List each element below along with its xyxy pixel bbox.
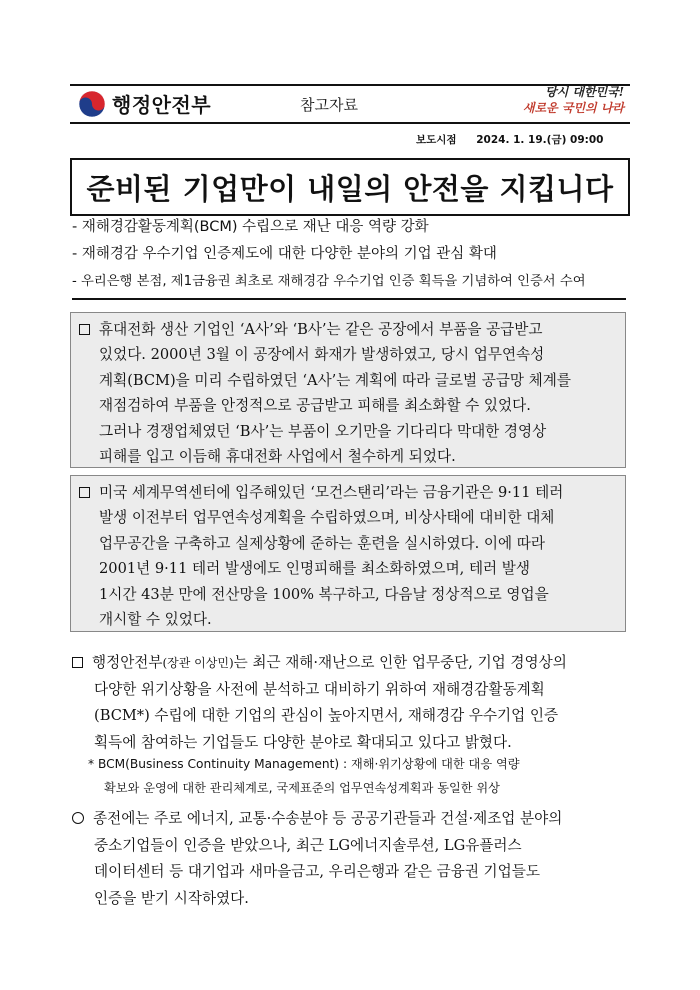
page-title: 준비된 기업만이 내일의 안전을 지킵니다 — [86, 171, 614, 206]
square-bullet-icon — [72, 657, 83, 668]
case-a-text: 휴대전화 생산 기업인 ‘A사’와 ‘B사’는 같은 공장에서 부품을 공급받고 있었다. 2000년 3월 이 공장에서 화재가 발생하였고, 당시 업무연속성 계획(BCM)을 미리 수립하였던 ‘A사’는 계획에 따라 글로벌 공급망 체계를 재점검하여 부품을 안정적으로 공급받고 피해를 최소화할 수 있었다. 그러나 경쟁업체였던 ‘B사’는 부품이 오기만을 기다리다 막대한 경영상 피해를 입고 이듬해 휴대전화 사업에서 철수하게 되었다. — [79, 317, 615, 469]
release-date: 2024. 1. 19.(금) 09:00 — [476, 134, 604, 146]
body-paragraph-2: 종전에는 주로 에너지, 교통·수송분야 등 공공기관들과 건설·제조업 분야의 중소기업들이 인증을 받았으나, 최근 LG에너지솔루션, LG유플러스 데이터센터 등 대기업과 새마을금고, 우리은행과 같은 금융권 기업들도 인증을 받기 시작하였다. — [72, 806, 628, 912]
square-bullet-icon — [79, 487, 90, 498]
footnote — [88, 752, 636, 800]
footnote-line2: 확보와 운영에 대한 관리체계로, 국제표준의 업무연속성계획과 동일한 위상 — [104, 781, 500, 795]
release-label: 보도시점 — [416, 134, 457, 146]
case-b-text: 미국 세계무역센터에 입주해있던 ‘모건스탠리’라는 금융기관은 9·11 테러 발생 이전부터 업무연속성계획을 수립하였으며, 비상사태에 대비한 대체 업무공간을 구축하고 실제상황에 준하는 훈련을 실시하였다. 이에 따라 2001년 9·11 테러 발생에도 인명피해를 최소화하였으며, 테러 발생 1시간 43분 만에 전산망을 100% 복구하고, 다음날 정상적으로 영업을 개시할 수 있었다. — [79, 480, 615, 632]
slogan-line2: 새로운 국민의 나라 — [522, 101, 624, 115]
subtitle-list — [72, 214, 626, 300]
slogan — [523, 84, 624, 116]
case-box-b — [70, 475, 626, 632]
ministry-logo — [78, 89, 211, 118]
slogan-line1: 당시 대한민국! — [545, 85, 624, 99]
case-box-a — [70, 312, 626, 468]
document-header — [70, 84, 630, 124]
subtitle-item: - 재해경감 우수기업 인증제도에 대한 다양한 분야의 기업 관심 확대 — [72, 246, 497, 262]
subtitle-item: - 재해경감활동계획(BCM) 수립으로 재난 대응 역량 강화 — [72, 219, 429, 235]
body-paragraph-1: 행정안전부(장관 이상민)는 최근 재해·재난으로 인한 업무중단, 기업 경영상의 다양한 위기상황을 사전에 분석하고 대비하기 위하여 재해경감활동계획 (BCM*) 수립에 대한 기업의 관심이 높아지면서, 재해경감 우수기업 인증 획득에 참여하는 기업들도 다양한 분야로 확대되고 있다고 밝혔다. — [72, 650, 628, 756]
circle-bullet-icon — [72, 812, 84, 824]
taegeuk-logo-icon — [78, 90, 106, 118]
org-name: 행정안전부 — [112, 93, 212, 117]
square-bullet-icon — [79, 324, 90, 335]
release-time — [416, 132, 603, 147]
subtitle-item: - 우리은행 본점, 제1금융권 최초로 재해경감 우수기업 인증 획득을 기념하여 인증서 수여 — [72, 274, 586, 289]
footnote-line1: * BCM(Business Continuity Management) : 재해·위기상황에 대한 대응 역량 — [88, 757, 520, 771]
doc-type-label: 참고자료 — [300, 96, 358, 114]
title-box — [70, 158, 630, 216]
